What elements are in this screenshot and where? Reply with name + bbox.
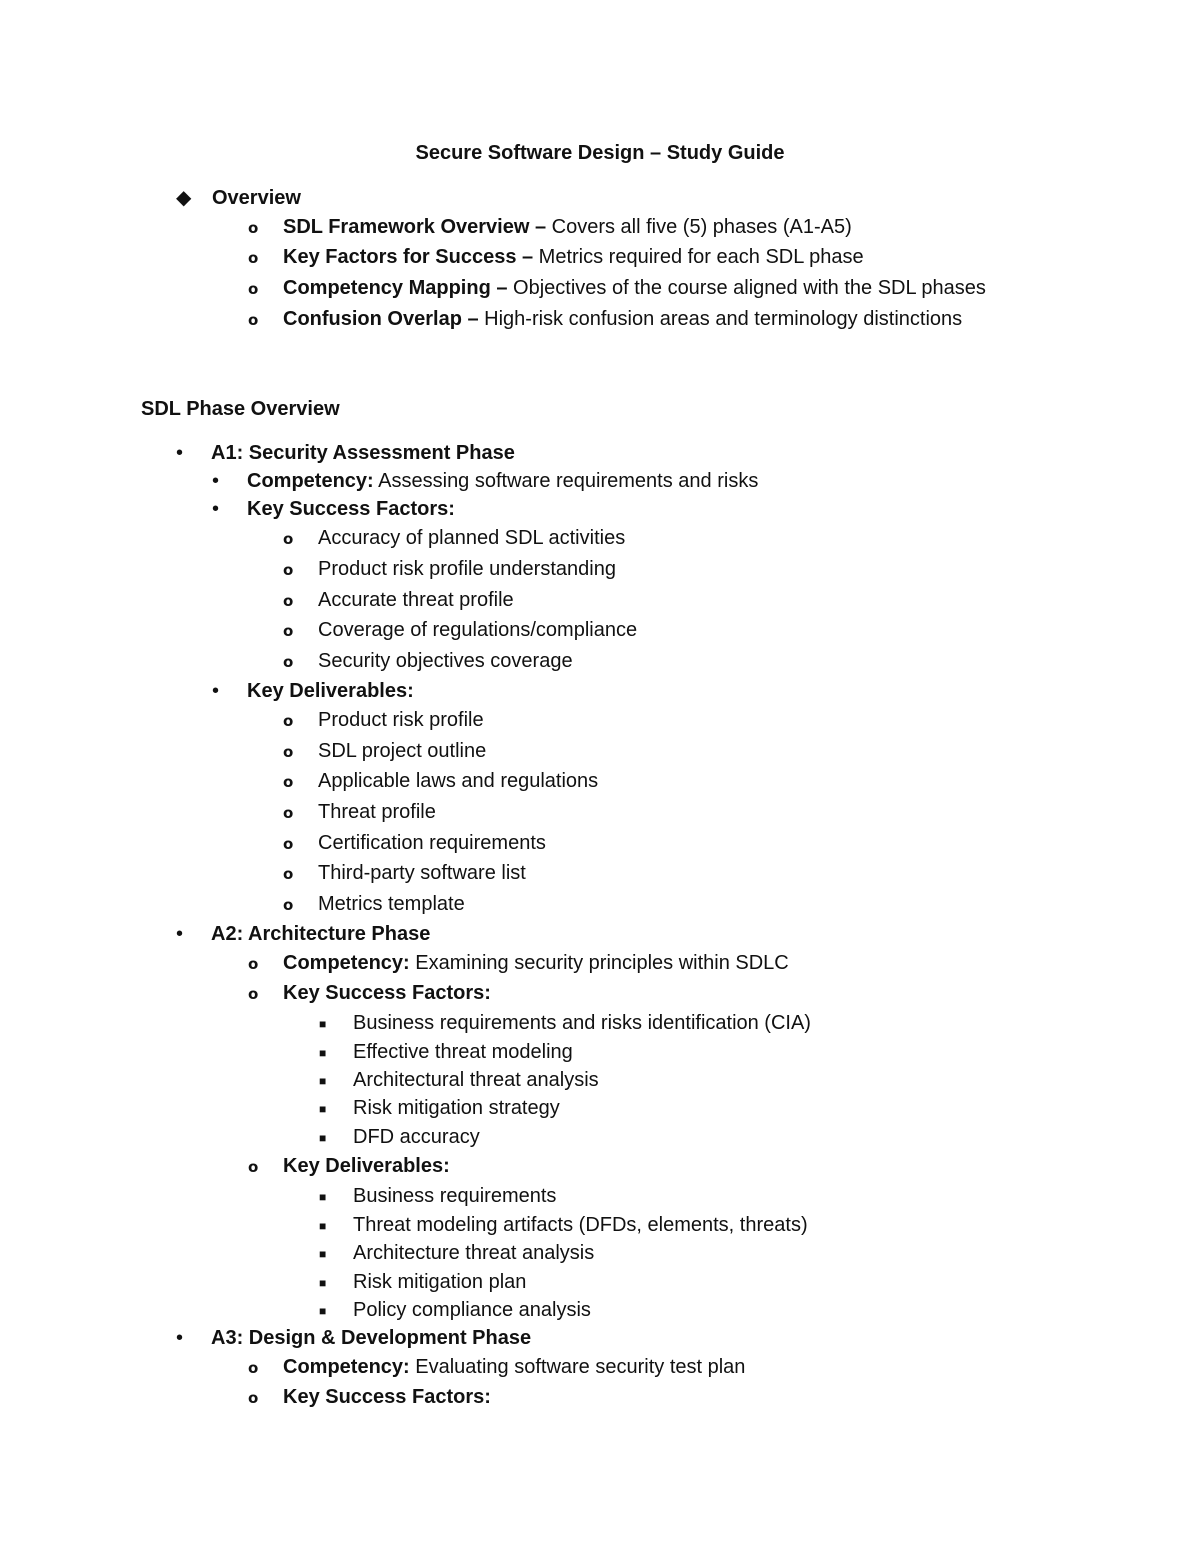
list-item: Accuracy of planned SDL activities xyxy=(318,527,626,549)
square-bullet-icon: ■ xyxy=(319,1102,327,1116)
list-item: Security objectives coverage xyxy=(318,650,573,672)
overview-heading: Overview xyxy=(212,187,301,209)
circle-bullet-icon: o xyxy=(248,219,259,237)
list-item: Business requirements and risks identification (CIA) xyxy=(353,1012,811,1034)
overview-item: Competency Mapping – Objectives of the course aligned with the SDL phases xyxy=(283,277,986,299)
list-item: Product risk profile xyxy=(318,709,484,731)
list-item: SDL project outline xyxy=(318,740,487,762)
circle-bullet-icon: o xyxy=(283,592,294,610)
overview-item: Key Factors for Success – Metrics required for each SDL phase xyxy=(283,246,864,268)
circle-bullet-icon: o xyxy=(248,955,259,973)
deliverables-label: Key Deliverables: xyxy=(247,680,414,702)
list-item: Business requirements xyxy=(353,1185,557,1207)
list-item: Architectural threat analysis xyxy=(353,1069,599,1091)
section-heading: SDL Phase Overview xyxy=(141,398,340,420)
circle-bullet-icon: o xyxy=(283,712,294,730)
list-item: Metrics template xyxy=(318,893,465,915)
circle-bullet-icon: o xyxy=(283,743,294,761)
competency-line: Competency: Evaluating software security test plan xyxy=(283,1356,746,1378)
square-bullet-icon: ■ xyxy=(319,1017,327,1031)
list-item: Accurate threat profile xyxy=(318,589,514,611)
ksf-label: Key Success Factors: xyxy=(283,1386,491,1408)
circle-bullet-icon: o xyxy=(283,865,294,883)
circle-bullet-icon: o xyxy=(248,1158,259,1176)
competency-line: Competency: Examining security principles within SDLC xyxy=(283,952,789,974)
list-item: Threat profile xyxy=(318,801,436,823)
circle-bullet-icon: o xyxy=(283,804,294,822)
list-item: Policy compliance analysis xyxy=(353,1299,591,1321)
circle-bullet-icon: o xyxy=(248,985,259,1003)
list-item: Product risk profile understanding xyxy=(318,558,616,580)
circle-bullet-icon: o xyxy=(283,835,294,853)
dot-bullet-icon: • xyxy=(176,442,184,464)
overview-item: Confusion Overlap – High-risk confusion areas and terminology distinctions xyxy=(283,308,963,330)
phase-title: A3: Design & Development Phase xyxy=(211,1327,532,1349)
square-bullet-icon: ■ xyxy=(319,1131,327,1145)
page-title: Secure Software Design – Study Guide xyxy=(415,142,785,164)
list-item: Architecture threat analysis xyxy=(353,1242,595,1264)
dot-bullet-icon: • xyxy=(212,680,220,702)
circle-bullet-icon: o xyxy=(283,653,294,671)
square-bullet-icon: ■ xyxy=(319,1074,327,1088)
square-bullet-icon: ■ xyxy=(319,1190,327,1204)
square-bullet-icon: ■ xyxy=(319,1304,327,1318)
dot-bullet-icon: • xyxy=(212,498,220,520)
phase-title: A2: Architecture Phase xyxy=(211,923,431,945)
square-bullet-icon: ■ xyxy=(319,1247,327,1261)
list-item: DFD accuracy xyxy=(353,1126,480,1148)
circle-bullet-icon: o xyxy=(248,249,259,267)
list-item: Risk mitigation strategy xyxy=(353,1097,560,1119)
circle-bullet-icon: o xyxy=(283,561,294,579)
overview-item: SDL Framework Overview – Covers all five (5) phases (A1-A5) xyxy=(283,216,852,238)
list-item: Third-party software list xyxy=(318,862,526,884)
list-item: Threat modeling artifacts (DFDs, elements, threats) xyxy=(353,1214,808,1236)
list-item: Certification requirements xyxy=(318,832,546,854)
circle-bullet-icon: o xyxy=(283,773,294,791)
list-item: Effective threat modeling xyxy=(353,1041,573,1063)
circle-bullet-icon: o xyxy=(283,622,294,640)
phase-title: A1: Security Assessment Phase xyxy=(211,442,515,464)
circle-bullet-icon: o xyxy=(248,311,259,329)
list-item: Risk mitigation plan xyxy=(353,1271,527,1293)
list-item: Coverage of regulations/compliance xyxy=(318,619,638,641)
list-item: Applicable laws and regulations xyxy=(318,770,599,792)
ksf-label: Key Success Factors: xyxy=(247,498,455,520)
circle-bullet-icon: o xyxy=(248,1389,259,1407)
dot-bullet-icon: • xyxy=(176,1327,184,1349)
square-bullet-icon: ■ xyxy=(319,1276,327,1290)
square-bullet-icon: ■ xyxy=(319,1219,327,1233)
dot-bullet-icon: • xyxy=(176,923,184,945)
circle-bullet-icon: o xyxy=(248,1359,259,1377)
competency-line: Competency: Assessing software requirements and risks xyxy=(247,470,759,492)
circle-bullet-icon: o xyxy=(283,530,294,548)
dot-bullet-icon: • xyxy=(212,470,220,492)
ksf-label: Key Success Factors: xyxy=(283,982,491,1004)
square-bullet-icon: ■ xyxy=(319,1046,327,1060)
deliverables-label: Key Deliverables: xyxy=(283,1155,450,1177)
diamond-bullet-icon: ◆ xyxy=(176,187,192,209)
circle-bullet-icon: o xyxy=(248,280,259,298)
circle-bullet-icon: o xyxy=(283,896,294,914)
